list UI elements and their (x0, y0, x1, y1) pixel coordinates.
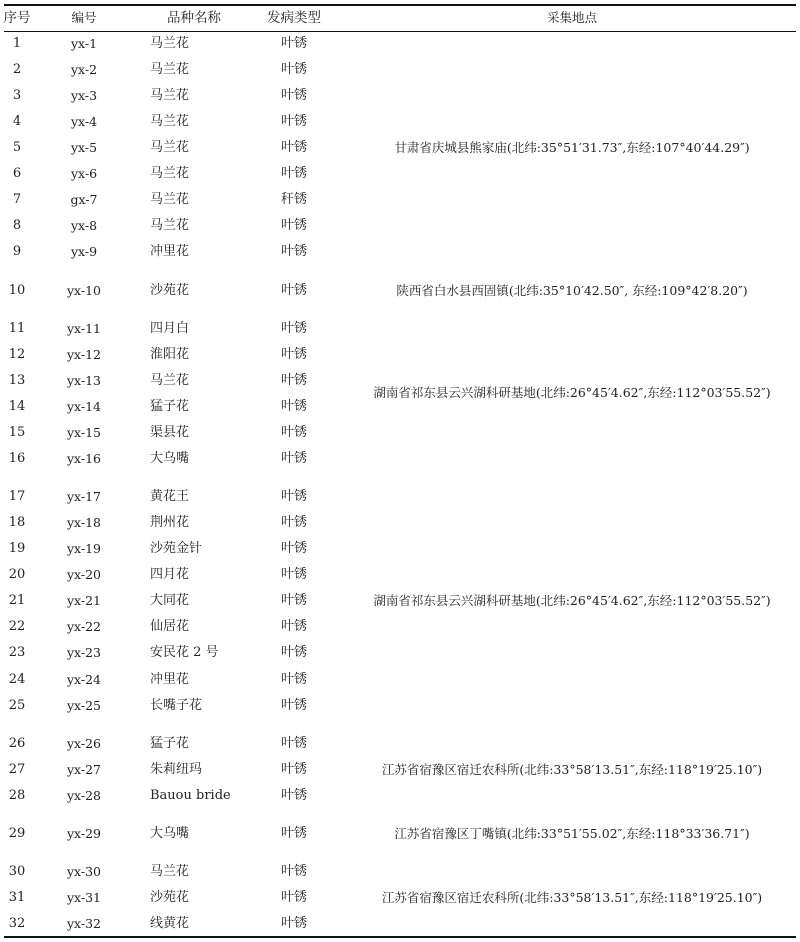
row-variety: Bauou bride (150, 788, 231, 803)
row-code: yx-22 (66, 619, 102, 634)
row-variety: 大乌嘴 (150, 451, 190, 466)
row-index: 21 (8, 593, 26, 608)
row-variety: 渠县花 (150, 425, 190, 440)
row-index: 16 (8, 451, 26, 466)
row-code: yx-26 (66, 736, 102, 751)
row-variety: 安民花 2 号 (150, 645, 219, 660)
row-variety: 马兰花 (150, 114, 190, 129)
row-index: 6 (12, 166, 22, 181)
row-disease-type: 叶锈 (280, 890, 307, 905)
row-disease-type: 叶锈 (280, 698, 307, 713)
row-disease-type: 叶锈 (280, 114, 307, 129)
row-code: yx-23 (66, 645, 102, 660)
location-group: 湖南省祁东县云兴湖科研基地(北纬:26°45′4.62″,东经:112°03′55.52″) (373, 385, 771, 400)
row-disease-type: 叶锈 (280, 425, 307, 440)
row-disease-type: 叶锈 (280, 373, 307, 388)
row-variety: 马兰花 (150, 218, 190, 233)
row-variety: 马兰花 (150, 373, 190, 388)
row-disease-type: 叶锈 (280, 451, 307, 466)
row-code: gx-7 (70, 192, 98, 207)
row-code: yx-8 (70, 218, 98, 233)
location-group: 陕西省白水县西固镇(北纬:35°10′42.50″, 东经:109°42′8.20″) (396, 283, 748, 298)
row-index: 5 (12, 140, 22, 155)
row-index: 13 (8, 373, 26, 388)
row-code: yx-11 (66, 321, 102, 336)
table-top-rule (4, 4, 796, 6)
row-index: 2 (12, 62, 22, 77)
table-bottom-rule (4, 936, 796, 938)
row-code: yx-10 (66, 283, 102, 298)
row-code: yx-24 (66, 672, 102, 687)
row-variety: 四月白 (150, 321, 190, 336)
row-disease-type: 叶锈 (280, 826, 307, 841)
row-variety: 冲里花 (150, 244, 190, 259)
row-index: 32 (8, 916, 26, 931)
row-disease-type: 叶锈 (280, 541, 307, 556)
location-group: 江苏省宿豫区宿迁农科所(北纬:33°58′13.51″,东经:118°19′25.10″) (381, 890, 763, 905)
location-group: 甘肃省庆城县熊家庙(北纬:35°51′31.73″,东经:107°40′44.29″) (394, 140, 750, 155)
row-code: yx-12 (66, 347, 102, 362)
location-group: 江苏省宿豫区丁嘴镇(北纬:33°51′55.02″,东经:118°33′36.71″) (394, 826, 750, 841)
row-index: 19 (8, 541, 26, 556)
row-variety: 沙苑金针 (150, 541, 203, 556)
row-index: 26 (8, 736, 26, 751)
row-variety: 线黄花 (150, 916, 190, 931)
row-code: yx-14 (66, 399, 102, 414)
row-disease-type: 叶锈 (280, 645, 307, 660)
row-code: yx-21 (66, 593, 102, 608)
row-index: 31 (8, 890, 26, 905)
row-variety: 黄花王 (150, 489, 190, 504)
row-variety: 沙苑花 (150, 890, 190, 905)
row-disease-type: 叶锈 (280, 788, 307, 803)
row-code: yx-9 (70, 244, 98, 259)
row-disease-type: 秆锈 (280, 192, 307, 207)
row-code: yx-27 (66, 762, 102, 777)
row-index: 4 (12, 114, 22, 129)
row-disease-type: 叶锈 (280, 619, 307, 634)
row-code: yx-1 (70, 36, 98, 51)
row-index: 10 (8, 283, 26, 298)
row-variety: 沙苑花 (150, 283, 190, 298)
row-index: 7 (12, 192, 22, 207)
row-code: yx-3 (70, 88, 98, 103)
row-variety: 马兰花 (150, 166, 190, 181)
row-disease-type: 叶锈 (280, 916, 307, 931)
row-variety: 淮阳花 (150, 347, 190, 362)
row-disease-type: 叶锈 (280, 736, 307, 751)
row-index: 3 (12, 88, 22, 103)
row-disease-type: 叶锈 (280, 347, 307, 362)
row-disease-type: 叶锈 (280, 140, 307, 155)
row-disease-type: 叶锈 (280, 88, 307, 103)
row-code: yx-29 (66, 826, 102, 841)
row-variety: 仙居花 (150, 619, 190, 634)
row-code: yx-16 (66, 451, 102, 466)
row-code: yx-5 (70, 140, 98, 155)
row-disease-type: 叶锈 (280, 321, 307, 336)
row-disease-type: 叶锈 (280, 283, 307, 298)
row-variety: 马兰花 (150, 36, 190, 51)
header-location: 采集地点 (546, 10, 597, 25)
row-code: yx-28 (66, 788, 102, 803)
row-disease-type: 叶锈 (280, 489, 307, 504)
header-disease-type: 发病类型 (267, 10, 321, 26)
row-index: 17 (8, 489, 26, 504)
header-code: 编号 (71, 10, 97, 25)
row-index: 8 (12, 218, 22, 233)
row-disease-type: 叶锈 (280, 36, 307, 51)
row-disease-type: 叶锈 (280, 166, 307, 181)
row-variety: 马兰花 (150, 864, 190, 879)
row-disease-type: 叶锈 (280, 62, 307, 77)
row-index: 22 (8, 619, 26, 634)
row-index: 18 (8, 515, 26, 530)
row-index: 20 (8, 567, 26, 582)
row-variety: 四月花 (150, 567, 190, 582)
row-index: 24 (8, 672, 26, 687)
row-disease-type: 叶锈 (280, 672, 307, 687)
row-variety: 马兰花 (150, 88, 190, 103)
row-code: yx-32 (66, 916, 102, 931)
row-code: yx-2 (70, 62, 98, 77)
row-disease-type: 叶锈 (280, 762, 307, 777)
row-index: 29 (8, 826, 26, 841)
row-code: yx-17 (66, 489, 102, 504)
row-variety: 大乌嘴 (150, 826, 190, 841)
row-variety: 冲里花 (150, 672, 190, 687)
header-rule (4, 31, 796, 32)
row-index: 23 (8, 645, 26, 660)
row-index: 9 (12, 244, 22, 259)
row-variety: 长嘴子花 (150, 698, 203, 713)
row-index: 1 (12, 36, 22, 51)
location-group: 湖南省祁东县云兴湖科研基地(北纬:26°45′4.62″,东经:112°03′55.52″) (373, 593, 771, 608)
row-index: 28 (8, 788, 26, 803)
row-code: yx-31 (66, 890, 102, 905)
row-disease-type: 叶锈 (280, 593, 307, 608)
row-code: yx-25 (66, 698, 102, 713)
row-disease-type: 叶锈 (280, 399, 307, 414)
row-index: 11 (8, 321, 26, 336)
row-index: 27 (8, 762, 26, 777)
row-disease-type: 叶锈 (280, 864, 307, 879)
header-variety: 品种名称 (167, 10, 221, 26)
location-group: 江苏省宿豫区宿迁农科所(北纬:33°58′13.51″,东经:118°19′25.10″) (381, 762, 763, 777)
row-code: yx-13 (66, 373, 102, 388)
row-variety: 猛子花 (150, 399, 190, 414)
row-variety: 猛子花 (150, 736, 190, 751)
row-index: 15 (8, 425, 26, 440)
row-variety: 马兰花 (150, 192, 190, 207)
row-variety: 马兰花 (150, 62, 190, 77)
row-disease-type: 叶锈 (280, 244, 307, 259)
row-disease-type: 叶锈 (280, 515, 307, 530)
row-disease-type: 叶锈 (280, 218, 307, 233)
row-index: 30 (8, 864, 26, 879)
row-code: yx-15 (66, 425, 102, 440)
header-index: 序号 (3, 10, 31, 26)
row-code: yx-6 (70, 166, 98, 181)
row-code: yx-20 (66, 567, 102, 582)
row-code: yx-30 (66, 864, 102, 879)
row-variety: 马兰花 (150, 140, 190, 155)
row-variety: 朱莉纽玛 (150, 762, 203, 777)
row-code: yx-18 (66, 515, 102, 530)
row-index: 25 (8, 698, 26, 713)
row-code: yx-19 (66, 541, 102, 556)
row-variety: 荆州花 (150, 515, 190, 530)
row-index: 12 (8, 347, 26, 362)
row-code: yx-4 (70, 114, 98, 129)
row-disease-type: 叶锈 (280, 567, 307, 582)
row-variety: 大同花 (150, 593, 190, 608)
row-index: 14 (8, 399, 26, 414)
